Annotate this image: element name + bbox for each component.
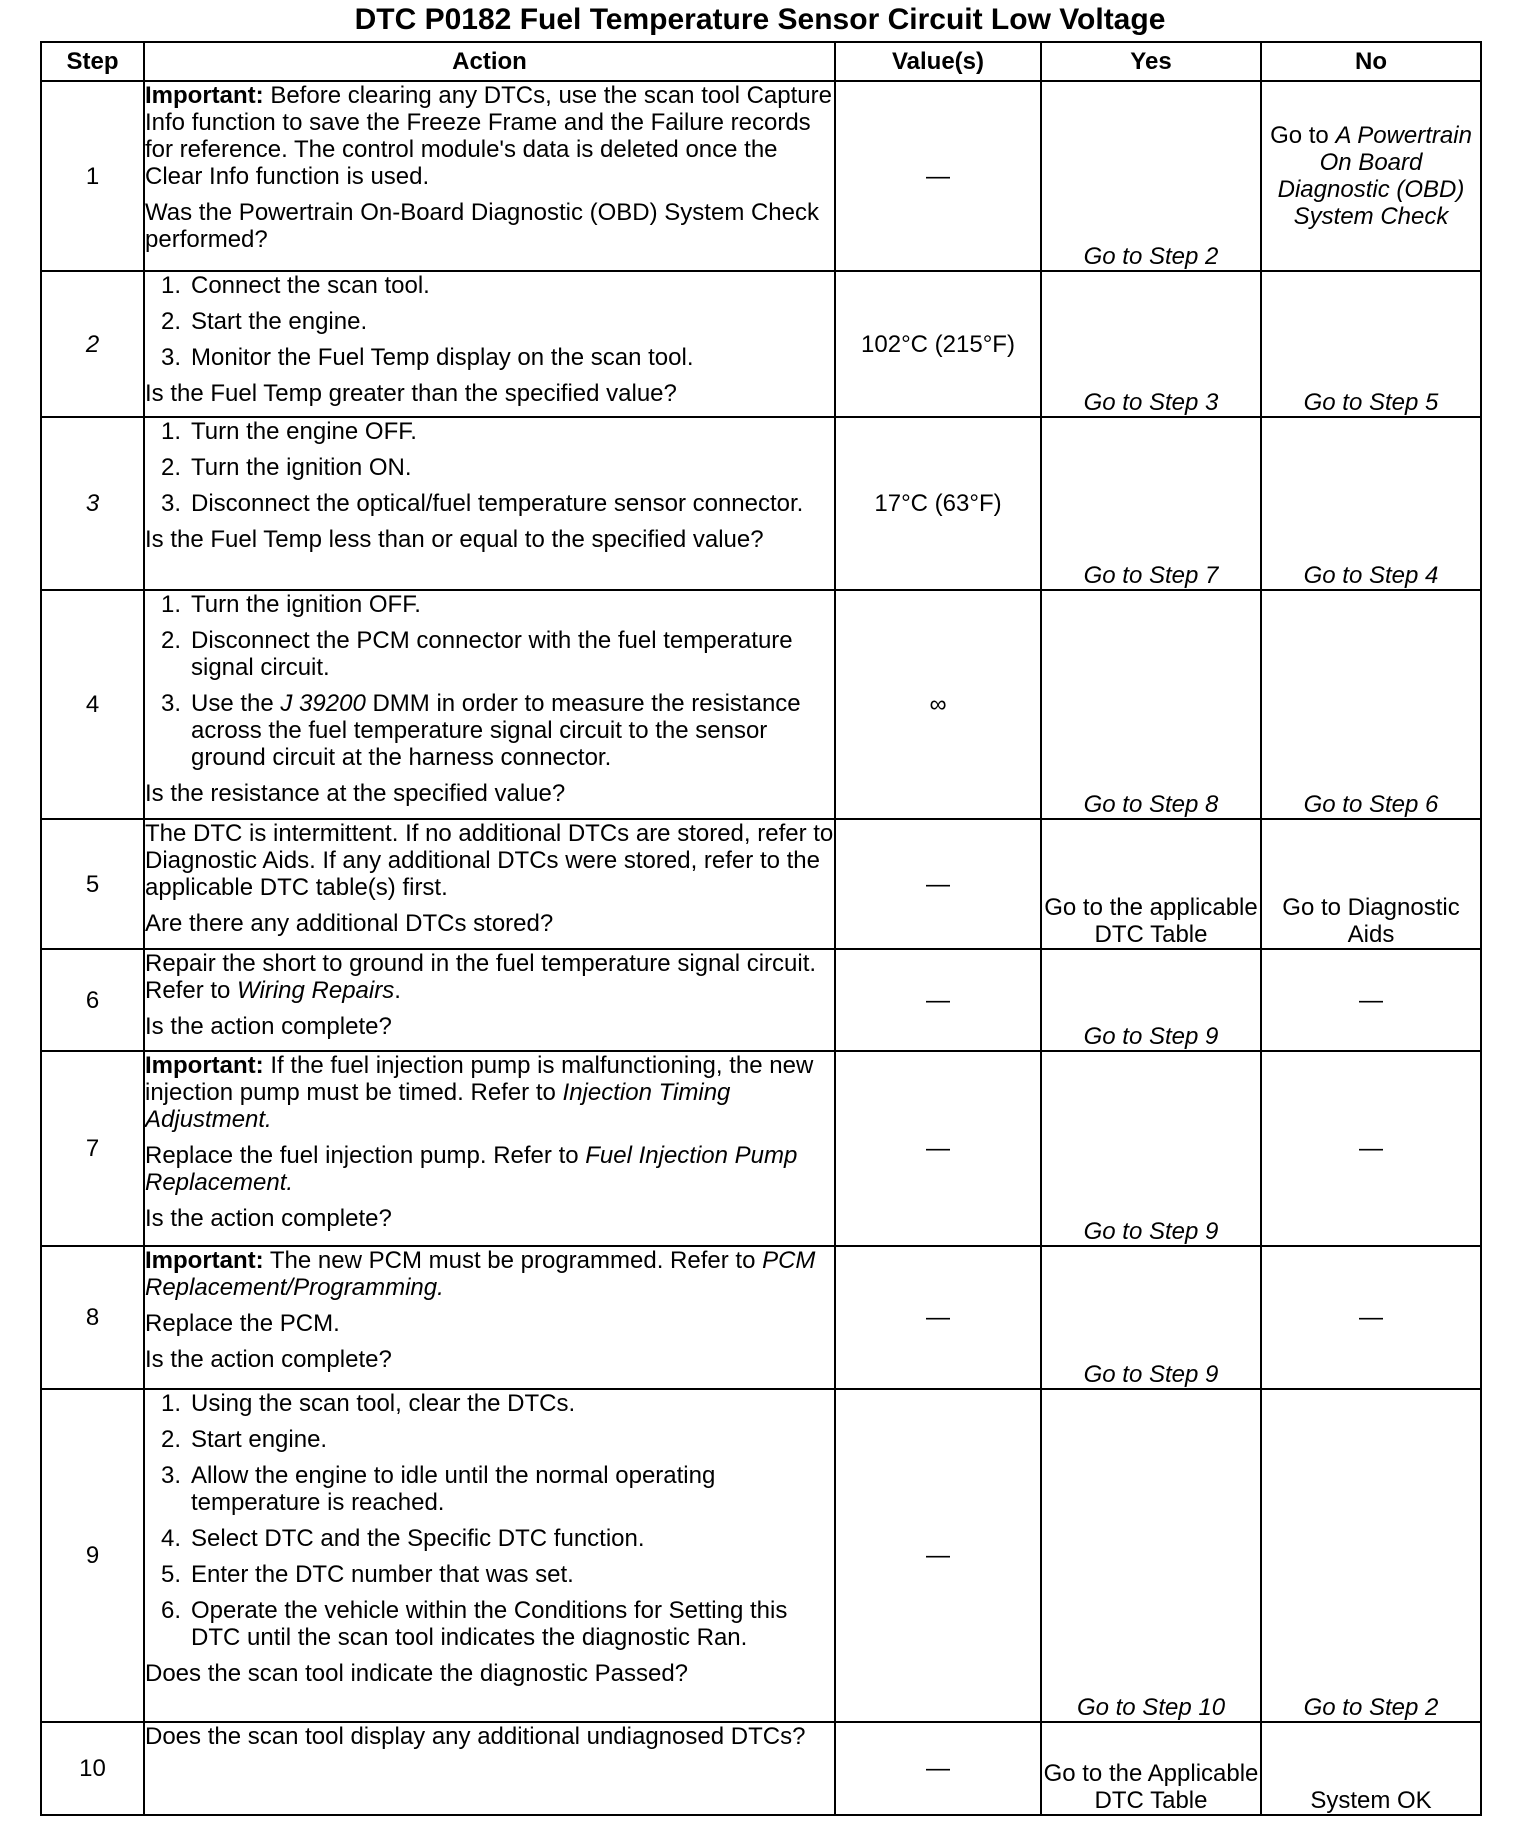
action-cell — [144, 1722, 835, 1815]
question-text: Are there any additional DTCs stored? — [145, 910, 554, 937]
yes-cell: Go to Step 3 — [1041, 271, 1261, 417]
step-number: 1 — [41, 81, 144, 271]
action-cell — [144, 819, 835, 949]
no-cell: Go to Diagnostic Aids — [1261, 819, 1481, 949]
no-cell: — — [1261, 949, 1481, 1051]
important-label: Important: — [145, 1247, 264, 1274]
no-cell — [1261, 81, 1481, 271]
list-item: 1. Turn the engine OFF. — [160, 418, 417, 445]
no-cell: Go to Step 2 — [1261, 1389, 1481, 1722]
action-cell — [144, 271, 835, 417]
table-row — [41, 819, 1481, 949]
value-cell: — — [835, 1051, 1041, 1246]
list-item: 1. Turn the ignition OFF. — [160, 591, 421, 618]
value-cell: 102°C (215°F) — [835, 271, 1041, 417]
important-note: Important: If the fuel injection pump is malfunctioning, the new injection pump must be timed. Refer to Injection Timing Adjustment. — [145, 1052, 814, 1133]
list-item: 6. Operate the vehicle within the Conditions for Setting this DTC until the scan tool indicates the diagnostic Ran. — [160, 1597, 788, 1651]
table-row — [41, 1246, 1481, 1389]
important-text: Before clearing any DTCs, use the scan tool Capture Info function to save the Freeze Frame and the Failure records for reference. The control module's data is deleted once the Clear Info function is used. — [145, 82, 832, 190]
action-cell — [144, 81, 835, 271]
header-step: Step — [41, 42, 144, 81]
yes-cell: Go to Step 8 — [1041, 590, 1261, 819]
value-cell: — — [835, 819, 1041, 949]
list-item: 5. Enter the DTC number that was set. — [160, 1561, 574, 1588]
question-text: Is the Fuel Temp less than or equal to the specified value? — [145, 526, 764, 553]
step-number: 8 — [41, 1246, 144, 1389]
no-cell: Go to Step 4 — [1261, 417, 1481, 590]
list-item: 3. Allow the engine to idle until the normal operating temperature is reached. — [160, 1462, 716, 1516]
step-number: 9 — [41, 1389, 144, 1722]
list-item: 1. Using the scan tool, clear the DTCs. — [160, 1390, 576, 1417]
step-number: 5 — [41, 819, 144, 949]
question-text: Is the action complete? — [145, 1013, 392, 1040]
list-item: 4. Select DTC and the Specific DTC function. — [160, 1525, 645, 1552]
value-cell: — — [835, 1722, 1041, 1815]
important-label: Important: — [145, 1052, 264, 1079]
value-cell: — — [835, 949, 1041, 1051]
description-text: Repair the short to ground in the fuel temperature signal circuit. Refer to Wiring Repairs. — [145, 950, 817, 1004]
action-cell — [144, 417, 835, 590]
table-row — [41, 590, 1481, 819]
no-prefix: Go to — [1270, 122, 1336, 149]
action-cell — [144, 1246, 835, 1389]
list-item: 1. Connect the scan tool. — [160, 272, 430, 299]
diagnostic-table — [40, 41, 1482, 1816]
header-values: Value(s) — [835, 42, 1041, 81]
table-row — [41, 417, 1481, 590]
reference-text: Wiring Repairs — [237, 977, 395, 1004]
header-no: No — [1261, 42, 1481, 81]
table-row — [41, 271, 1481, 417]
header-yes: Yes — [1041, 42, 1261, 81]
step-number: 7 — [41, 1051, 144, 1246]
list-item: 3. Disconnect the optical/fuel temperature sensor connector. — [160, 490, 804, 517]
value-cell: 17°C (63°F) — [835, 417, 1041, 590]
yes-cell: Go to Step 9 — [1041, 949, 1261, 1051]
yes-cell: Go to Step 2 — [1041, 81, 1261, 271]
question-text: Is the action complete? — [145, 1346, 392, 1373]
value-cell: — — [835, 1389, 1041, 1722]
reference-text: Injection Timing Adjustment. — [145, 1079, 731, 1133]
no-cell: Go to Step 6 — [1261, 590, 1481, 819]
step-number: 3 — [41, 417, 144, 590]
table-row — [41, 949, 1481, 1051]
value-cell: ∞ — [835, 590, 1041, 819]
no-cell: — — [1261, 1051, 1481, 1246]
no-cell: Go to Step 5 — [1261, 271, 1481, 417]
question-text: Does the scan tool display any additional undiagnosed DTCs? — [145, 1723, 806, 1750]
question-text: Was the Powertrain On-Board Diagnostic (OBD) System Check performed? — [145, 199, 820, 253]
header-action: Action — [144, 42, 835, 81]
step-number: 4 — [41, 590, 144, 819]
action-cell — [144, 1051, 835, 1246]
description-text: Replace the PCM. — [145, 1310, 340, 1337]
question-text: Is the Fuel Temp greater than the specified value? — [145, 380, 677, 407]
list-item: 3. Use the J 39200 DMM in order to measure the resistance across the fuel temperature signal circuit to the sensor ground circuit at the harness connector. — [160, 690, 801, 771]
step-number: 10 — [41, 1722, 144, 1815]
no-reference: A Powertrain On Board Diagnostic (OBD) System Check — [1277, 122, 1472, 230]
yes-cell: Go to Step 10 — [1041, 1389, 1261, 1722]
list-item: 2. Disconnect the PCM connector with the fuel temperature signal circuit. — [160, 627, 793, 681]
yes-cell: Go to the Applicable DTC Table — [1041, 1722, 1261, 1815]
important-label: Important: — [145, 82, 264, 109]
reference-text: PCM Replacement/Programming. — [145, 1247, 816, 1301]
important-note: Important: The new PCM must be programmed. Refer to PCM Replacement/Programming. — [145, 1247, 816, 1301]
list-item: 3. Monitor the Fuel Temp display on the scan tool. — [160, 344, 694, 371]
table-row — [41, 1051, 1481, 1246]
action-cell — [144, 1389, 835, 1722]
step-number: 6 — [41, 949, 144, 1051]
tool-reference: J 39200 — [280, 690, 366, 717]
table-row — [41, 81, 1481, 271]
important-note — [145, 82, 834, 190]
table-row — [41, 1722, 1481, 1815]
list-item: 2. Start engine. — [160, 1426, 328, 1453]
header-row — [41, 42, 1481, 81]
list-item: 2. Turn the ignition ON. — [160, 454, 412, 481]
action-cell — [144, 949, 835, 1051]
yes-cell: Go to Step 7 — [1041, 417, 1261, 590]
list-item: 2. Start the engine. — [160, 308, 368, 335]
question-text: Is the resistance at the specified value? — [145, 780, 566, 807]
step-number: 2 — [41, 271, 144, 417]
description-text: Replace the fuel injection pump. Refer to Fuel Injection Pump Replacement. — [145, 1142, 798, 1196]
reference-text: Fuel Injection Pump Replacement. — [145, 1142, 798, 1196]
question-text: Is the action complete? — [145, 1205, 392, 1232]
description-text: The DTC is intermittent. If no additional DTCs are stored, refer to Diagnostic Aids. If any additional DTCs were stored, refer to the applicable DTC table(s) first. — [145, 820, 834, 901]
yes-cell: Go to Step 9 — [1041, 1051, 1261, 1246]
question-text: Does the scan tool indicate the diagnostic Passed? — [145, 1660, 689, 1687]
action-cell — [144, 590, 835, 819]
value-cell: — — [835, 81, 1041, 271]
no-cell: System OK — [1261, 1722, 1481, 1815]
table-row — [41, 1389, 1481, 1722]
value-cell: — — [835, 1246, 1041, 1389]
no-cell: — — [1261, 1246, 1481, 1389]
yes-cell: Go to the applicable DTC Table — [1041, 819, 1261, 949]
yes-cell: Go to Step 9 — [1041, 1246, 1261, 1389]
page-title: DTC P0182 Fuel Temperature Sensor Circuit Low Voltage — [354, 3, 1166, 36]
